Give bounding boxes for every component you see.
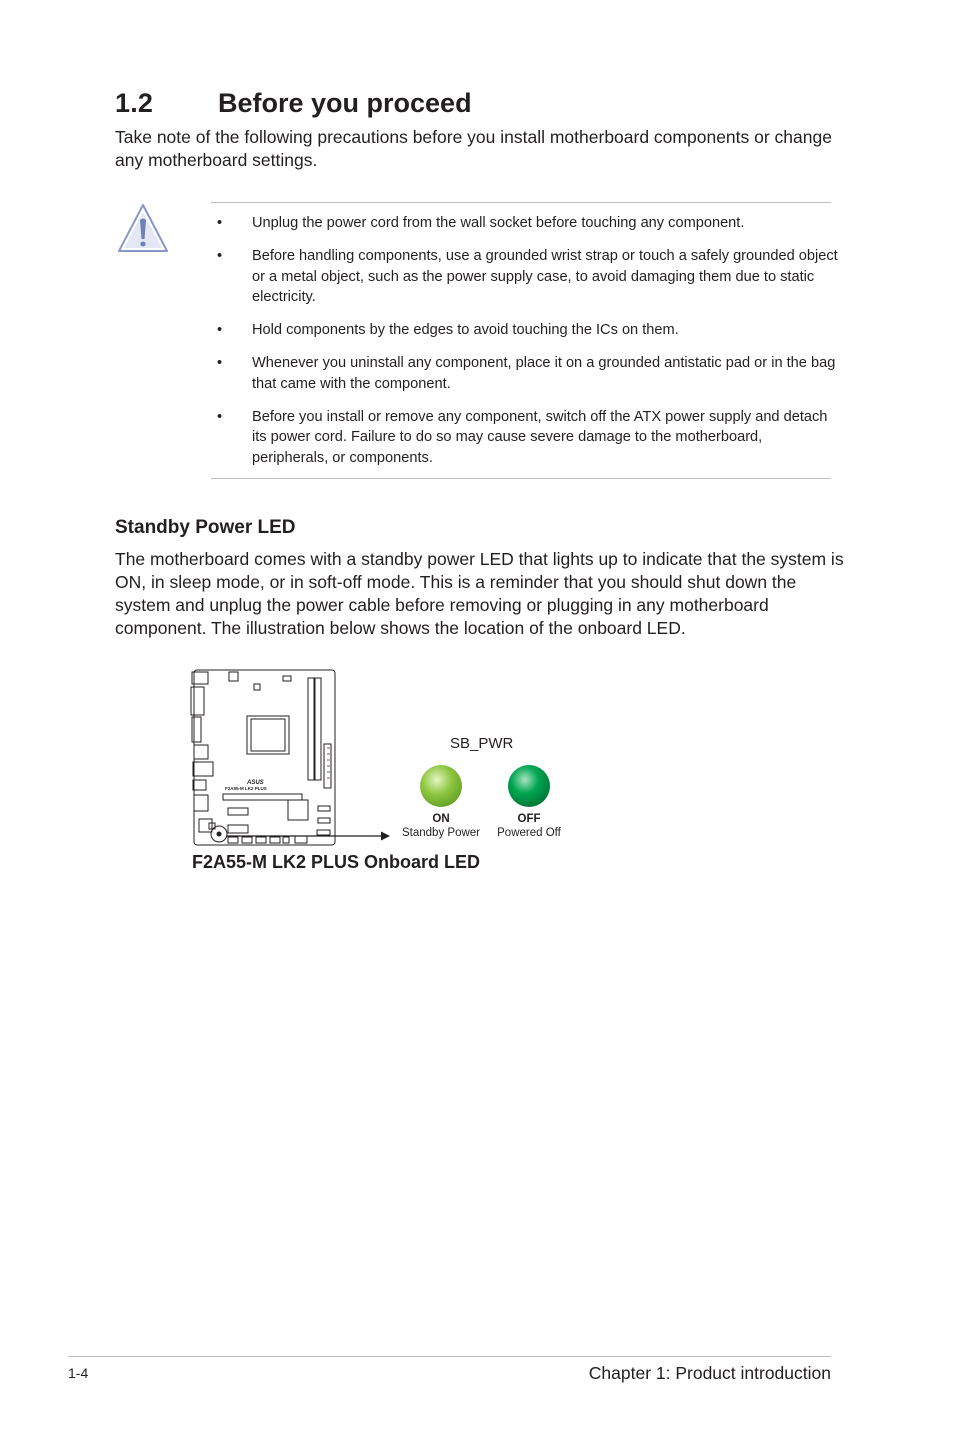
list-item: • Unplug the power cord from the wall socket before touching any component. <box>217 215 745 231</box>
motherboard-diagram <box>180 660 600 880</box>
list-item: • Before handling components, use a grounded wrist strap or touch a safely grounded object or a metal object, such as the power supply case, to avoid damaging them due to static electricity. <box>217 248 838 305</box>
arrow-head-icon <box>381 832 390 841</box>
page-number: 1-4 <box>68 1365 89 1381</box>
diagram-caption: F2A55-M LK2 PLUS Onboard LED <box>192 852 481 872</box>
led-on-label: ON Standby Power <box>402 813 480 839</box>
note-top-rule <box>211 202 831 203</box>
led-off <box>508 765 550 807</box>
standby-heading: Standby Power LED <box>115 517 296 538</box>
warning-triangle-icon <box>116 202 170 254</box>
note-bottom-rule <box>211 478 831 479</box>
chapter-title: Chapter 1: Product introduction <box>588 1363 831 1383</box>
list-item: • Before you install or remove any component, switch off the ATX power supply and detach its power cord. Failure to do so may cause severe damage to the motherboard, peripherals, or components. <box>217 409 828 466</box>
led-name: SB_PWR <box>450 735 514 752</box>
section-title: Before you proceed <box>218 88 472 118</box>
board-logo: ASUS <box>247 780 264 786</box>
footer-rule <box>68 1356 831 1357</box>
board-label: F2A55-M LK2 PLUS <box>225 786 267 791</box>
list-item: • Whenever you uninstall any component, place it on a grounded antistatic pad or in the bag that came with the component. <box>217 355 836 392</box>
led-off-label: OFF Powered Off <box>497 813 561 839</box>
section-number: 1.2 <box>115 88 154 118</box>
standby-paragraph: The motherboard comes with a standby power LED that lights up to indicate that the system is ON, in sleep mode, or in soft-off mode. This is a reminder that you should shut down the system and unplug the power cable before removing or plugging in any motherboard component. The illustration below shows the location of the onboard LED. <box>115 549 844 638</box>
intro-paragraph: Take note of the following precautions before you install motherboard components or change any motherboard settings. <box>115 127 832 170</box>
precautions-list <box>211 213 839 481</box>
list-item: • Hold components by the edges to avoid touching the ICs on them. <box>217 322 679 339</box>
led-on <box>420 765 462 807</box>
